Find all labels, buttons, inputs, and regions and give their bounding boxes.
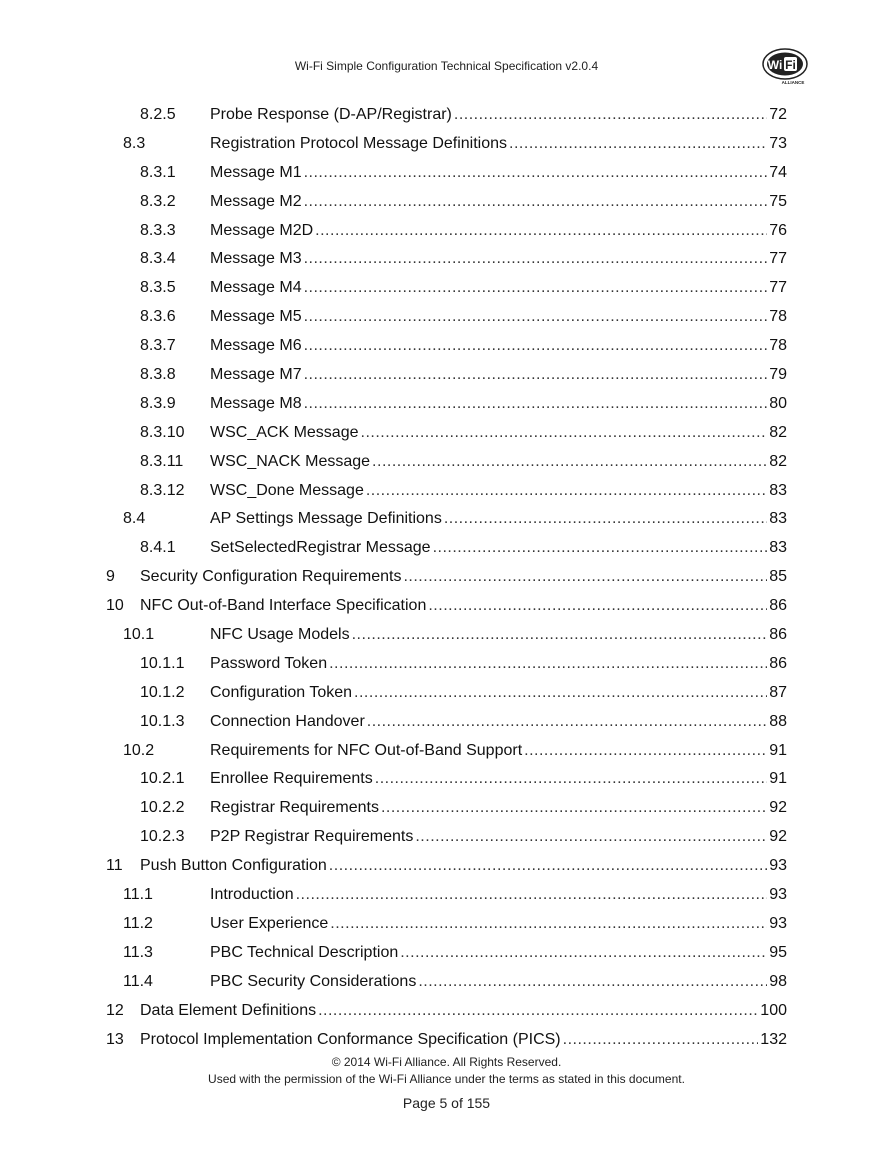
toc-entry-page: 73 bbox=[769, 134, 787, 152]
toc-entry[interactable] bbox=[0, 594, 893, 623]
toc-entry-line bbox=[210, 279, 787, 297]
toc-dot-leader bbox=[415, 828, 767, 846]
toc-entry-title: Registrar Requirements bbox=[210, 799, 379, 817]
toc-entry-line bbox=[210, 250, 787, 268]
toc-entry-number: 8.3.8 bbox=[140, 366, 176, 384]
toc-entry-line bbox=[210, 222, 787, 240]
toc-entry[interactable] bbox=[0, 883, 893, 912]
toc-entry[interactable] bbox=[0, 854, 893, 883]
toc-entry-line bbox=[140, 568, 787, 586]
toc-entry[interactable] bbox=[0, 190, 893, 219]
toc-entry-title: Security Configuration Requirements bbox=[140, 568, 402, 586]
toc-entry-number: 8.4 bbox=[123, 510, 146, 528]
toc-dot-leader bbox=[329, 655, 767, 673]
toc-entry-number: 8.3 bbox=[123, 134, 146, 152]
toc-entry-number: 8.3.4 bbox=[140, 250, 176, 268]
toc-dot-leader bbox=[418, 973, 767, 991]
toc-entry-number: 10.2 bbox=[123, 741, 155, 759]
toc-dot-leader bbox=[454, 106, 767, 124]
toc-entry-number: 9 bbox=[106, 568, 115, 586]
toc-dot-leader bbox=[304, 279, 768, 297]
toc-entry-page: 91 bbox=[769, 741, 787, 759]
toc-entry[interactable] bbox=[0, 999, 893, 1028]
toc-entry-number: 8.3.7 bbox=[140, 337, 176, 355]
toc-dot-leader bbox=[296, 886, 768, 904]
toc-entry[interactable] bbox=[0, 536, 893, 565]
toc-entry-line bbox=[210, 626, 787, 644]
toc-entry-title: Message M8 bbox=[210, 394, 302, 412]
toc-entry-title: Configuration Token bbox=[210, 683, 353, 701]
toc-entry-line bbox=[210, 770, 787, 788]
toc-entry-title: Message M2 bbox=[210, 192, 302, 210]
toc-entry-page: 88 bbox=[769, 712, 787, 730]
toc-dot-leader bbox=[304, 308, 768, 326]
toc-entry-page: 87 bbox=[769, 683, 787, 701]
toc-dot-leader bbox=[509, 135, 767, 153]
toc-entry-line bbox=[210, 886, 787, 904]
toc-entry-title: Enrollee Requirements bbox=[210, 770, 373, 788]
toc-dot-leader bbox=[304, 164, 768, 182]
footer-permission: Used with the permission of the Wi-Fi Alliance under the terms as stated in this document. bbox=[208, 1072, 685, 1086]
toc-entry-line bbox=[210, 973, 787, 991]
toc-entry[interactable] bbox=[0, 103, 893, 132]
toc-entry-line bbox=[210, 828, 787, 846]
toc-dot-leader bbox=[304, 193, 768, 211]
toc-entry-line bbox=[210, 366, 787, 384]
toc-entry-number: 8.3.3 bbox=[140, 221, 176, 239]
toc-entry-line bbox=[140, 1002, 787, 1020]
toc-entry-title: Message M3 bbox=[210, 250, 302, 268]
toc-dot-leader bbox=[318, 1002, 758, 1020]
toc-dot-leader bbox=[433, 539, 768, 557]
toc-entry-number: 8.2.5 bbox=[140, 106, 176, 123]
toc-dot-leader bbox=[315, 222, 767, 240]
toc-entry-page: 93 bbox=[769, 857, 787, 875]
toc-entry[interactable] bbox=[0, 305, 893, 334]
toc-dot-leader bbox=[524, 742, 767, 760]
toc-entry[interactable] bbox=[0, 450, 893, 479]
toc-entry-line bbox=[210, 539, 787, 557]
toc-entry-line bbox=[210, 799, 787, 817]
toc-entry-number: 10.2.1 bbox=[140, 770, 185, 788]
toc-entry-page: 83 bbox=[769, 539, 787, 557]
toc-entry-page: 76 bbox=[769, 221, 787, 239]
toc-entry-page: 72 bbox=[769, 106, 787, 123]
toc-entry-page: 78 bbox=[769, 337, 787, 355]
toc-entry-page: 91 bbox=[769, 770, 787, 788]
toc-entry-line bbox=[140, 597, 787, 615]
toc-entry[interactable] bbox=[0, 970, 893, 999]
toc-entry[interactable] bbox=[0, 392, 893, 421]
toc-dot-leader bbox=[428, 597, 767, 615]
toc-entry-number: 8.3.6 bbox=[140, 308, 176, 326]
toc-entry-title: Message M2D bbox=[210, 221, 314, 239]
wifi-alliance-logo bbox=[760, 46, 810, 86]
toc-entry-page: 93 bbox=[769, 886, 787, 904]
toc-entry-title: PBC Security Considerations bbox=[210, 972, 417, 990]
toc-entry-page: 86 bbox=[769, 597, 787, 615]
toc-entry-line bbox=[210, 655, 787, 673]
toc-dot-leader bbox=[304, 337, 768, 355]
toc-entry-number: 10 bbox=[106, 597, 124, 615]
svg-text:Wi: Wi bbox=[767, 58, 783, 72]
toc-entry-line bbox=[210, 164, 787, 182]
toc-entry-page: 83 bbox=[769, 510, 787, 528]
toc-entry[interactable] bbox=[0, 421, 893, 450]
toc-entry[interactable] bbox=[0, 479, 893, 508]
toc-entry-page: 93 bbox=[769, 914, 787, 932]
toc-entry-title: Message M1 bbox=[210, 163, 302, 181]
toc-entry-page: 86 bbox=[769, 654, 787, 672]
toc-entry-number: 10.1.3 bbox=[140, 712, 185, 730]
toc-entry-line bbox=[210, 684, 787, 702]
toc-entry-page: 77 bbox=[769, 279, 787, 297]
toc-entry-line bbox=[210, 482, 787, 500]
toc-entry-title: Introduction bbox=[210, 886, 294, 904]
toc-entry[interactable] bbox=[0, 623, 893, 652]
toc-entry-title: Probe Response (D-AP/Registrar) bbox=[210, 106, 452, 123]
toc-entry-page: 98 bbox=[769, 972, 787, 990]
toc-entry-line bbox=[210, 510, 787, 528]
toc-entry-line bbox=[210, 337, 787, 355]
toc-entry-number: 11.3 bbox=[123, 943, 153, 961]
toc-dot-leader bbox=[330, 915, 767, 933]
toc-entry[interactable] bbox=[0, 132, 893, 161]
toc-entry-title: SetSelectedRegistrar Message bbox=[210, 539, 431, 557]
toc-entry-page: 74 bbox=[769, 163, 787, 181]
toc-entry-page: 92 bbox=[769, 828, 787, 846]
toc-entry-title: Message M6 bbox=[210, 337, 302, 355]
toc-entry-line bbox=[210, 106, 787, 124]
toc-dot-leader bbox=[304, 366, 768, 384]
toc-dot-leader bbox=[304, 395, 768, 413]
toc-entry-number: 12 bbox=[106, 1001, 124, 1019]
toc-entry-page: 83 bbox=[769, 481, 787, 499]
toc-entry-page: 78 bbox=[769, 308, 787, 326]
toc-dot-leader bbox=[400, 944, 767, 962]
toc-entry-line bbox=[210, 395, 787, 413]
toc-entry-number: 8.3.11 bbox=[140, 452, 184, 470]
toc-entry-number: 8.3.9 bbox=[140, 394, 176, 412]
toc-dot-leader bbox=[352, 626, 768, 644]
toc-entry-title: WSC_NACK Message bbox=[210, 452, 371, 470]
toc-dot-leader bbox=[403, 568, 767, 586]
toc-entry-title: Password Token bbox=[210, 654, 328, 672]
toc-entry[interactable] bbox=[0, 825, 893, 854]
toc-entry-number: 8.4.1 bbox=[140, 539, 176, 557]
toc-entry[interactable] bbox=[0, 767, 893, 796]
toc-entry[interactable] bbox=[0, 276, 893, 305]
toc-entry-number: 10.2.3 bbox=[140, 828, 185, 846]
toc-entry-title: Message M4 bbox=[210, 279, 302, 297]
toc-entry-number: 11.4 bbox=[123, 972, 153, 990]
toc-entry[interactable] bbox=[0, 334, 893, 363]
toc-entry-number: 8.3.2 bbox=[140, 192, 176, 210]
toc-entry[interactable] bbox=[0, 219, 893, 248]
toc-entry-page: 77 bbox=[769, 250, 787, 268]
toc-entry[interactable] bbox=[0, 507, 893, 536]
toc-entry-number: 11.1 bbox=[123, 886, 153, 904]
svg-text:ALLIANCE: ALLIANCE bbox=[781, 80, 805, 85]
toc-entry-line bbox=[210, 193, 787, 211]
toc-entry-number: 8.3.10 bbox=[140, 423, 185, 441]
toc-entry-page: 79 bbox=[769, 366, 787, 384]
toc-entry-page: 80 bbox=[769, 394, 787, 412]
toc-dot-leader bbox=[444, 510, 767, 528]
toc-dot-leader bbox=[375, 770, 767, 788]
toc-entry-title: Registration Protocol Message Definitions bbox=[210, 134, 508, 152]
toc-entry-title: WSC_ACK Message bbox=[210, 423, 359, 441]
toc-entry-line bbox=[210, 453, 787, 471]
toc-dot-leader bbox=[304, 250, 768, 268]
toc-entry-page: 86 bbox=[769, 626, 787, 644]
document-header-title: Wi-Fi Simple Configuration Technical Specification v2.0.4 bbox=[294, 59, 599, 73]
toc-entry[interactable] bbox=[0, 247, 893, 276]
toc-entry-page: 100 bbox=[760, 1001, 787, 1019]
toc-entry[interactable] bbox=[0, 681, 893, 710]
toc-entry[interactable] bbox=[0, 739, 893, 768]
toc-entry[interactable] bbox=[0, 363, 893, 392]
toc-entry-number: 11 bbox=[106, 857, 123, 875]
toc-dot-leader bbox=[372, 453, 767, 471]
toc-entry-page: 82 bbox=[769, 423, 787, 441]
toc-entry-number: 8.3.1 bbox=[140, 163, 176, 181]
toc-entry-line bbox=[140, 1031, 787, 1049]
footer-copyright: © 2014 Wi-Fi Alliance. All Rights Reserved. bbox=[331, 1055, 562, 1069]
toc-entry-line bbox=[210, 135, 787, 153]
toc-entry-number: 10.1.1 bbox=[140, 654, 185, 672]
toc-entry-page: 132 bbox=[760, 1030, 787, 1048]
toc-entry-title: P2P Registrar Requirements bbox=[210, 828, 414, 846]
toc-entry-title: Push Button Configuration bbox=[140, 857, 327, 875]
toc-entry-page: 75 bbox=[769, 192, 787, 210]
toc-entry[interactable] bbox=[0, 652, 893, 681]
toc-entry[interactable] bbox=[0, 710, 893, 739]
toc-dot-leader bbox=[361, 424, 768, 442]
toc-entry[interactable] bbox=[0, 161, 893, 190]
toc-entry[interactable] bbox=[0, 565, 893, 594]
toc-entry-page: 82 bbox=[769, 452, 787, 470]
toc-entry-title: NFC Usage Models bbox=[210, 626, 350, 644]
svg-text:Fi: Fi bbox=[785, 58, 796, 72]
toc-entry-number: 8.3.12 bbox=[140, 481, 185, 499]
toc-entry-title: Message M5 bbox=[210, 308, 302, 326]
toc-entry-title: NFC Out-of-Band Interface Specification bbox=[140, 597, 427, 615]
toc-entry-line bbox=[210, 308, 787, 326]
toc-entry[interactable] bbox=[0, 912, 893, 941]
toc-entry-title: Data Element Definitions bbox=[140, 1001, 317, 1019]
toc-entry-number: 10.2.2 bbox=[140, 799, 185, 817]
toc-entry-number: 11.2 bbox=[123, 914, 153, 932]
toc-dot-leader bbox=[329, 857, 767, 875]
toc-entry-line bbox=[210, 915, 787, 933]
toc-entry-title: Protocol Implementation Conformance Specification (PICS) bbox=[140, 1030, 561, 1048]
table-of-contents bbox=[0, 103, 893, 1056]
toc-entry-line bbox=[210, 713, 787, 731]
toc-entry-title: PBC Technical Description bbox=[210, 943, 399, 961]
toc-entry-number: 13 bbox=[106, 1030, 124, 1048]
toc-dot-leader bbox=[354, 684, 767, 702]
toc-dot-leader bbox=[563, 1031, 759, 1049]
toc-entry-title: Connection Handover bbox=[210, 712, 365, 730]
toc-entry-title: Message M7 bbox=[210, 366, 302, 384]
toc-entry-number: 10.1 bbox=[123, 626, 155, 644]
toc-dot-leader bbox=[367, 713, 767, 731]
toc-entry-number: 10.1.2 bbox=[140, 683, 185, 701]
toc-entry-line bbox=[140, 857, 787, 875]
toc-entry[interactable] bbox=[0, 796, 893, 825]
toc-entry-number: 8.3.5 bbox=[140, 279, 176, 297]
toc-entry-line bbox=[210, 742, 787, 760]
toc-entry-title: WSC_Done Message bbox=[210, 481, 364, 499]
toc-entry-line bbox=[210, 944, 787, 962]
toc-entry-page: 85 bbox=[769, 568, 787, 586]
toc-entry-page: 95 bbox=[769, 943, 787, 961]
toc-entry[interactable] bbox=[0, 1028, 893, 1057]
toc-entry-title: User Experience bbox=[210, 914, 329, 932]
toc-dot-leader bbox=[381, 799, 767, 817]
toc-entry-line bbox=[210, 424, 787, 442]
toc-dot-leader bbox=[366, 482, 767, 500]
toc-entry[interactable] bbox=[0, 941, 893, 970]
footer-page-number: Page 5 of 155 bbox=[402, 1095, 491, 1111]
toc-entry-page: 92 bbox=[769, 799, 787, 817]
toc-entry-title: Requirements for NFC Out-of-Band Support bbox=[210, 741, 523, 759]
toc-entry-title: AP Settings Message Definitions bbox=[210, 510, 442, 528]
